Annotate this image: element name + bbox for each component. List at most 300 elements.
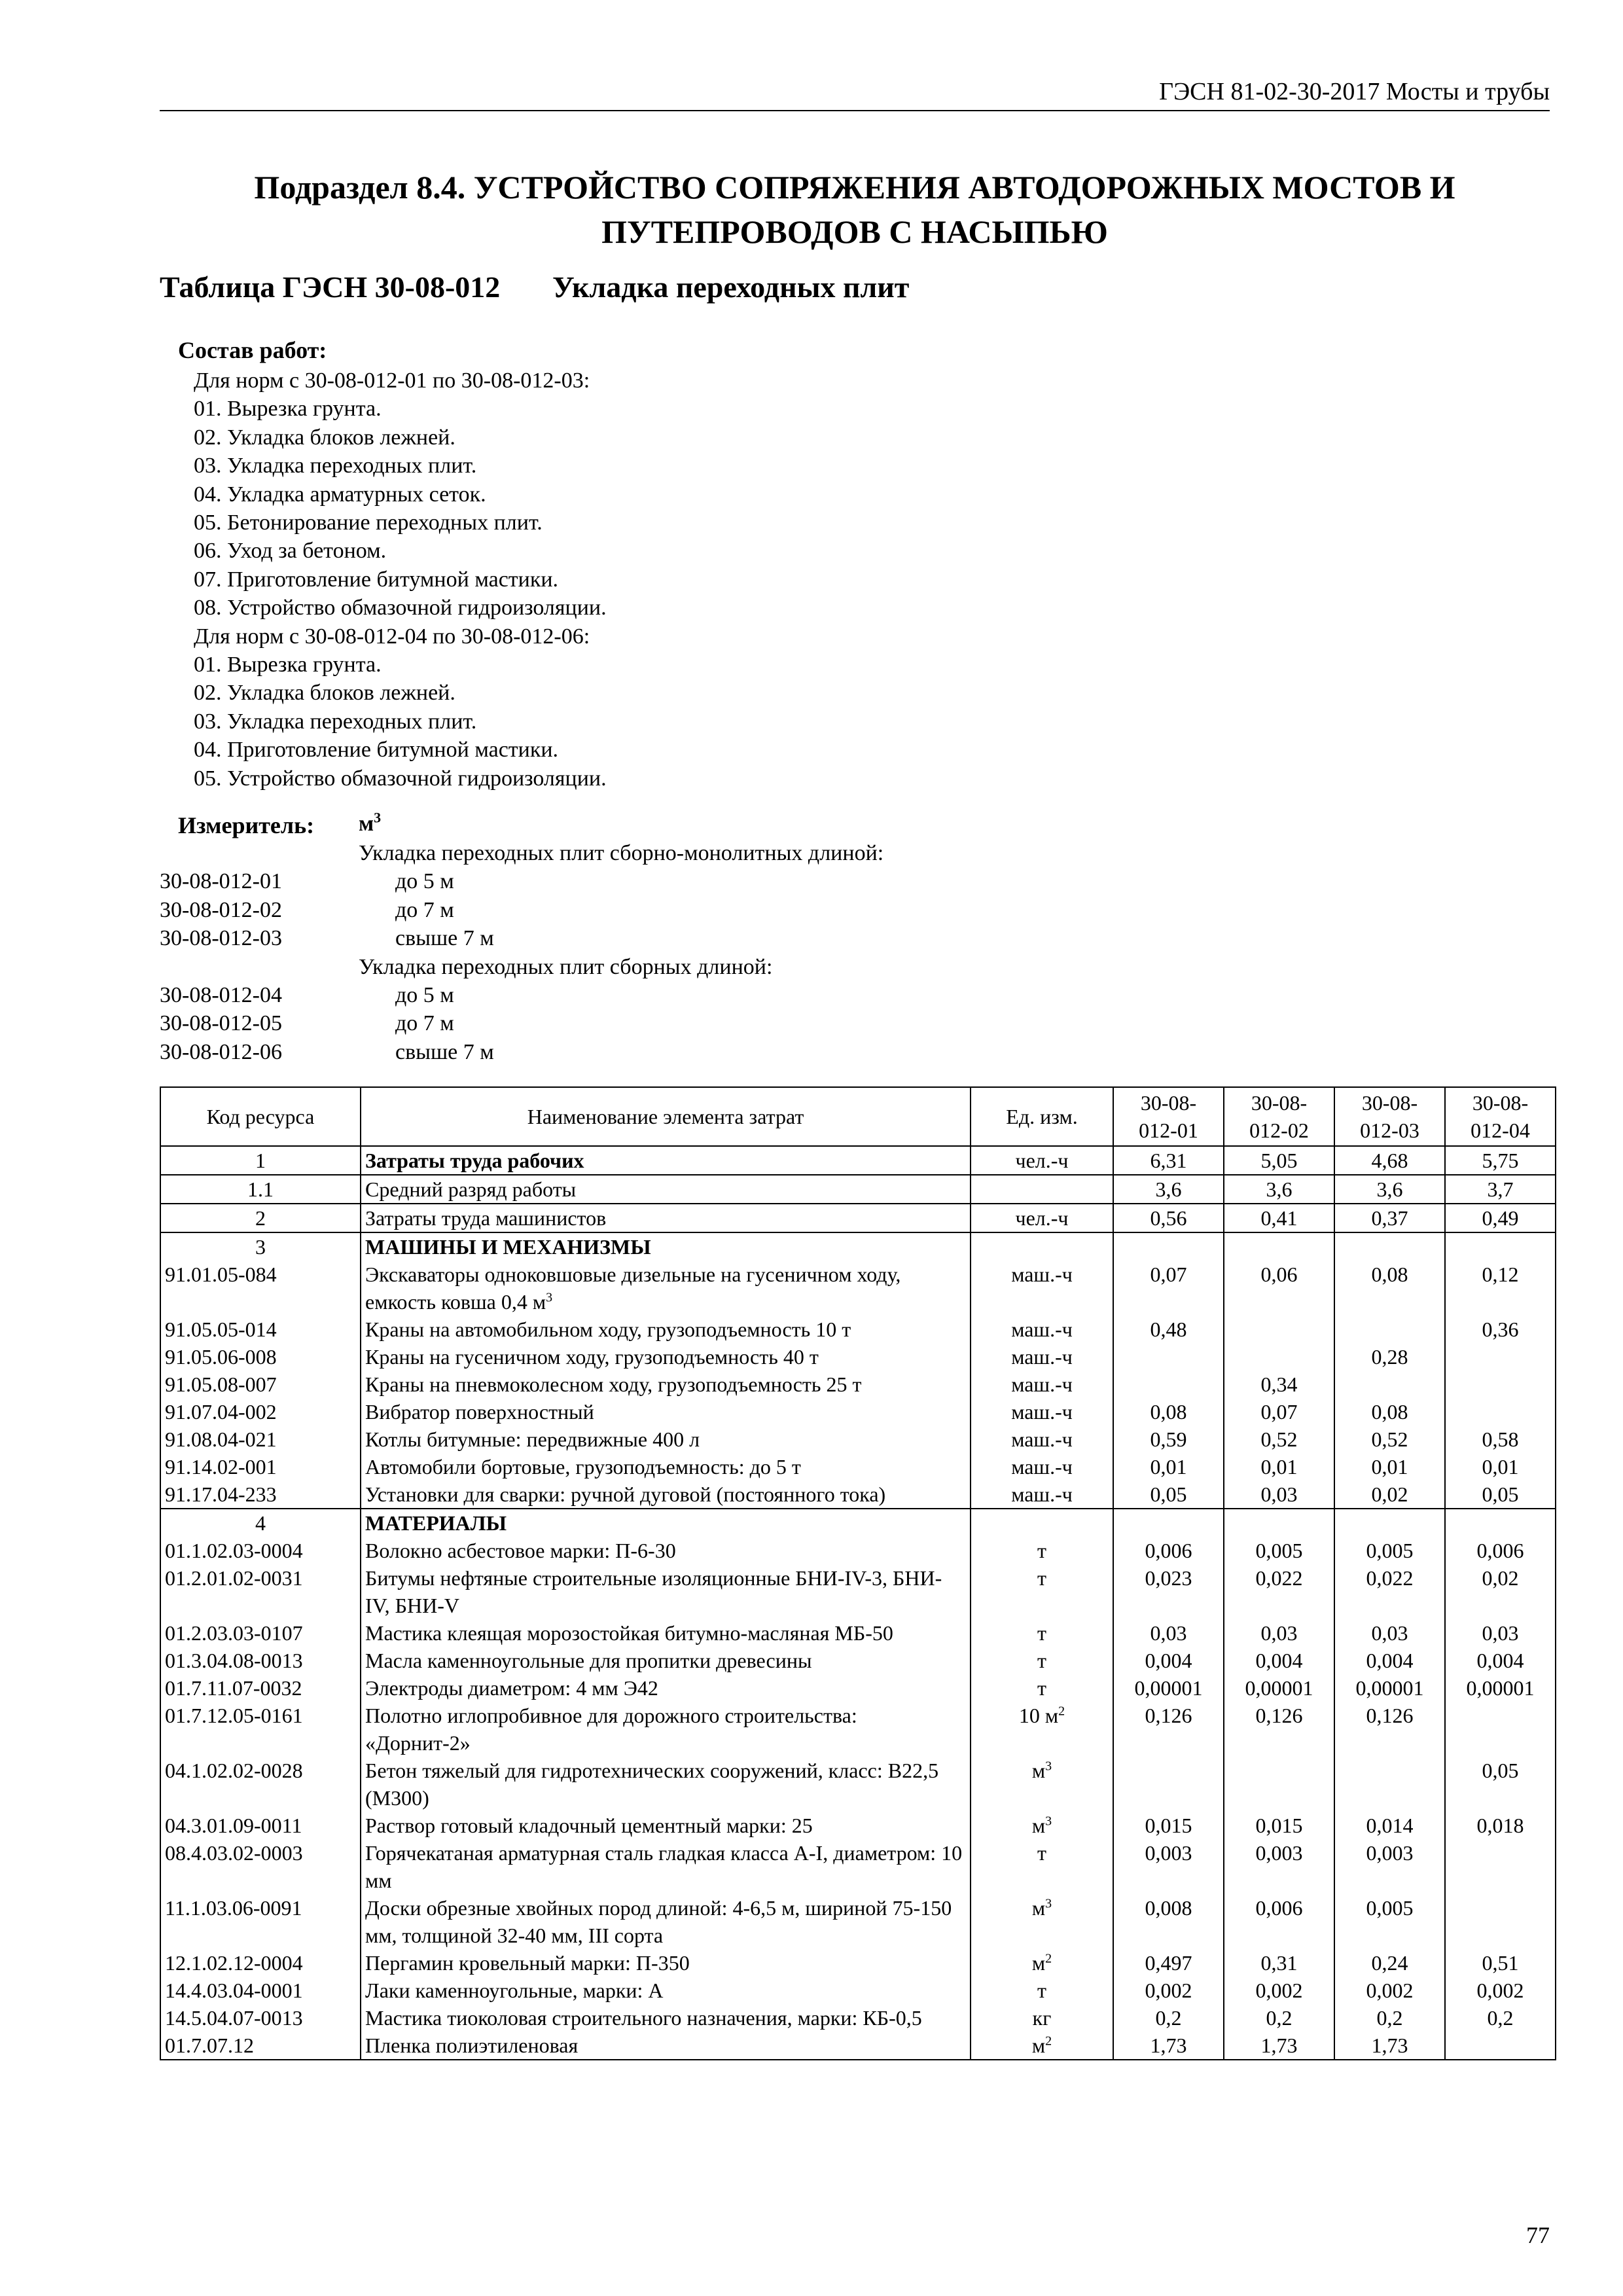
norm-row xyxy=(160,896,1010,924)
norm-value-4 xyxy=(1445,1839,1556,1894)
resource-name-text: Бетон тяжелый для гидротехнических сооружений, класс: В22,5 (М300) xyxy=(365,1759,939,1810)
resource-unit xyxy=(971,1619,1113,1647)
norm-value-3: 0,2 xyxy=(1334,2004,1445,2032)
norm-value-3: 0,08 xyxy=(1334,1398,1445,1426)
resource-code: 12.1.02.12-0004 xyxy=(160,1949,361,1977)
works-item: 04. Приготовление битумной мастики. xyxy=(194,738,559,762)
norm-value-1: 0,126 xyxy=(1113,1702,1224,1757)
works-item: 02. Укладка блоков лежней. xyxy=(194,425,455,450)
resource-unit xyxy=(971,1232,1113,1261)
resource-code: 14.4.03.04-0001 xyxy=(160,1977,361,2004)
norm-value-2: 0,34 xyxy=(1224,1371,1334,1398)
resource-name-text: Раствор готовый кладочный цементный марки: 25 xyxy=(365,1814,813,1837)
norm-value-3: 0,003 xyxy=(1334,1839,1445,1894)
norm-value-3: 3,6 xyxy=(1334,1175,1445,1204)
table-row xyxy=(160,1894,1556,1949)
resource-unit xyxy=(971,1453,1113,1480)
norm-value-3 xyxy=(1334,1371,1445,1398)
norm-value-4: 0,006 xyxy=(1445,1537,1556,1564)
resource-unit xyxy=(971,1537,1113,1564)
table-row xyxy=(160,1232,1556,1261)
resource-unit-text: т xyxy=(1037,1979,1046,2002)
resource-unit xyxy=(971,2004,1113,2032)
resource-unit-text: т xyxy=(1037,1676,1046,1700)
resource-unit-sup: 3 xyxy=(1045,1896,1052,1911)
table-row xyxy=(160,1647,1556,1674)
norm-value-1: 0,008 xyxy=(1113,1894,1224,1949)
norm-value-4: 0,36 xyxy=(1445,1316,1556,1343)
norm-value-2: 0,03 xyxy=(1224,1480,1334,1509)
resource-name-text: Автомобили бортовые, грузоподъемность: до 5 т xyxy=(365,1455,801,1479)
resource-name-text: МАТЕРИАЛЫ xyxy=(365,1511,507,1535)
norm-value-3: 0,37 xyxy=(1334,1204,1445,1232)
norm-row xyxy=(160,981,1010,1009)
norm-value-4 xyxy=(1445,1343,1556,1371)
header-norm-2-b: 012-02 xyxy=(1249,1119,1309,1142)
norm-value-4 xyxy=(1445,1398,1556,1426)
works-item: 05. Устройство обмазочной гидроизоляции. xyxy=(194,766,607,791)
table-row xyxy=(160,1509,1556,1537)
resource-unit-text: маш.-ч xyxy=(1011,1482,1073,1506)
resource-code: 14.5.04.07-0013 xyxy=(160,2004,361,2032)
norm-value-3: 0,02 xyxy=(1334,1480,1445,1509)
norm-group-row xyxy=(160,953,1010,981)
table-row xyxy=(160,1204,1556,1232)
norm-value-3 xyxy=(1334,1316,1445,1343)
header-code: Код ресурса xyxy=(160,1087,361,1146)
resource-name xyxy=(361,1398,971,1426)
resource-code: 1 xyxy=(160,1146,361,1175)
resource-name-text: Экскаваторы одноковшовые дизельные на гусеничном ходу, емкость ковша 0,4 м xyxy=(365,1263,901,1314)
norm-value-3: 0,24 xyxy=(1334,1949,1445,1977)
norm-value-4: 0,49 xyxy=(1445,1204,1556,1232)
norm-value-4: 0,05 xyxy=(1445,1757,1556,1812)
measure-unit xyxy=(359,809,382,836)
norm-value-2 xyxy=(1224,1509,1334,1537)
norm-value-1: 0,497 xyxy=(1113,1949,1224,1977)
norm-value-4: 0,51 xyxy=(1445,1949,1556,1977)
resource-code: 91.05.05-014 xyxy=(160,1316,361,1343)
resource-name xyxy=(361,1146,971,1175)
resource-code: 1.1 xyxy=(160,1175,361,1204)
norm-row xyxy=(160,1009,1010,1037)
resource-name xyxy=(361,1453,971,1480)
resource-code: 2 xyxy=(160,1204,361,1232)
resource-unit xyxy=(971,1977,1113,2004)
resource-code: 01.7.12.05-0161 xyxy=(160,1702,361,1757)
resource-unit-text: маш.-ч xyxy=(1011,1263,1073,1286)
norm-value-1: 0,56 xyxy=(1113,1204,1224,1232)
resource-name-text: Краны на пневмоколесном ходу, грузоподъемность 25 т xyxy=(365,1372,862,1396)
resource-name-text: Электроды диаметром: 4 мм Э42 xyxy=(365,1676,658,1700)
table-row xyxy=(160,1453,1556,1480)
table-row xyxy=(160,2004,1556,2032)
norm-value-4 xyxy=(1445,1894,1556,1949)
norm-value-4 xyxy=(1445,1371,1556,1398)
norm-value-1: 6,31 xyxy=(1113,1146,1224,1175)
norm-value-2: 0,07 xyxy=(1224,1398,1334,1426)
resource-unit xyxy=(971,1316,1113,1343)
norm-value-1: 0,015 xyxy=(1113,1812,1224,1839)
resource-unit-text: маш.-ч xyxy=(1011,1427,1073,1451)
resource-name xyxy=(361,1371,971,1398)
works-item: 03. Укладка переходных плит. xyxy=(194,709,477,734)
resource-unit-text: маш.-ч xyxy=(1011,1345,1073,1369)
header-norm-2-a: 30-08- xyxy=(1251,1091,1308,1115)
norm-value-2: 0,015 xyxy=(1224,1812,1334,1839)
norm-value-1: 0,023 xyxy=(1113,1564,1224,1619)
norm-value-2: 0,01 xyxy=(1224,1453,1334,1480)
norm-code: 30-08-012-02 xyxy=(160,897,282,922)
norm-row xyxy=(160,924,1010,952)
resource-unit xyxy=(971,1812,1113,1839)
norm-value-2: 0,06 xyxy=(1224,1261,1334,1316)
resource-unit-text: т xyxy=(1037,1649,1046,1672)
measure-unit-sup: 3 xyxy=(374,809,382,826)
table-row xyxy=(160,1702,1556,1757)
norm-value-3: 0,03 xyxy=(1334,1619,1445,1647)
works-label: Состав работ: xyxy=(178,337,327,363)
works-item: 04. Укладка арматурных сеток. xyxy=(194,482,486,507)
norm-value-1: 0,004 xyxy=(1113,1647,1224,1674)
table-row xyxy=(160,1261,1556,1316)
resource-name xyxy=(361,1839,971,1894)
resource-unit-sup: 3 xyxy=(1045,1759,1052,1774)
norm-value-4: 0,00001 xyxy=(1445,1674,1556,1702)
resource-name-text: Лаки каменноугольные, марки: А xyxy=(365,1979,664,2002)
resource-name xyxy=(361,1812,971,1839)
resource-unit xyxy=(971,1647,1113,1674)
resource-name-text: Масла каменноугольные для пропитки древесины xyxy=(365,1649,812,1672)
resource-name-text: Полотно иглопробивное для дорожного строительства: «Дорнит-2» xyxy=(365,1704,857,1755)
resource-name-text: Горячекатаная арматурная сталь гладкая класса А-I, диаметром: 10 мм xyxy=(365,1841,963,1892)
resource-name xyxy=(361,1977,971,2004)
works-item: 01. Вырезка грунта. xyxy=(194,397,382,422)
resource-code: 04.3.01.09-0011 xyxy=(160,1812,361,1839)
norm-value-4: 0,03 xyxy=(1445,1619,1556,1647)
norm-value-3 xyxy=(1334,1757,1445,1812)
norm-code: 30-08-012-05 xyxy=(160,1011,282,1036)
resource-name xyxy=(361,1426,971,1453)
norm-value-1: 0,006 xyxy=(1113,1537,1224,1564)
table-row xyxy=(160,1537,1556,1564)
resource-code: 91.07.04-002 xyxy=(160,1398,361,1426)
norm-value-4: 0,002 xyxy=(1445,1977,1556,2004)
resource-code: 91.05.08-007 xyxy=(160,1371,361,1398)
table-row xyxy=(160,1674,1556,1702)
resource-code: 91.17.04-233 xyxy=(160,1480,361,1509)
resource-unit-text: м xyxy=(1031,1814,1046,1837)
resource-name-text: Вибратор поверхностный xyxy=(365,1400,594,1424)
resource-name-text: МАШИНЫ И МЕХАНИЗМЫ xyxy=(365,1235,651,1259)
resource-name-text: Битумы нефтяные строительные изоляционные БНИ-IV-3, БНИ- IV, БНИ-V xyxy=(365,1566,942,1617)
resource-code: 4 xyxy=(160,1509,361,1537)
norm-value-1: 0,03 xyxy=(1113,1619,1224,1647)
header-norm-3-a: 30-08- xyxy=(1361,1091,1418,1115)
section-title-line2: ПУТЕПРОВОДОВ С НАСЫПЬЮ xyxy=(601,213,1108,250)
norm-value-2: 0,00001 xyxy=(1224,1674,1334,1702)
resource-name xyxy=(361,2032,971,2060)
norm-value-3: 0,002 xyxy=(1334,1977,1445,2004)
resource-unit-text: м xyxy=(1031,1951,1046,1975)
norm-value-2 xyxy=(1224,1757,1334,1812)
measure-label: Измеритель: xyxy=(178,812,315,838)
resource-unit-sup: 3 xyxy=(1045,1814,1052,1829)
norm-desc: свыше 7 м xyxy=(395,926,494,951)
resource-unit xyxy=(971,1757,1113,1812)
resource-name xyxy=(361,1564,971,1619)
norm-value-1: 0,00001 xyxy=(1113,1674,1224,1702)
header-norm-4 xyxy=(1445,1087,1556,1146)
norm-value-1: 0,2 xyxy=(1113,2004,1224,2032)
resource-unit-text: маш.-ч xyxy=(1011,1455,1073,1479)
table-header-row xyxy=(160,1087,1556,1146)
header-norm-1-a: 30-08- xyxy=(1140,1091,1197,1115)
norm-value-4: 0,2 xyxy=(1445,2004,1556,2032)
resource-code: 91.05.06-008 xyxy=(160,1343,361,1371)
table-body xyxy=(160,1146,1556,2060)
norm-value-4: 0,02 xyxy=(1445,1564,1556,1619)
resource-unit xyxy=(971,2032,1113,2060)
resource-name-text: Затраты труда машинистов xyxy=(365,1206,607,1230)
resource-unit-text: маш.-ч xyxy=(1011,1318,1073,1341)
resource-name-text: Средний разряд работы xyxy=(365,1177,577,1201)
header-norm-3 xyxy=(1334,1087,1445,1146)
norm-value-2: 0,003 xyxy=(1224,1839,1334,1894)
resource-name-text: Пергамин кровельный марки: П-350 xyxy=(365,1951,690,1975)
norm-value-4 xyxy=(1445,1232,1556,1261)
norm-value-3: 0,022 xyxy=(1334,1564,1445,1619)
section-title xyxy=(160,165,1550,254)
resource-code: 01.7.07.12 xyxy=(160,2032,361,2060)
norm-value-3: 0,005 xyxy=(1334,1537,1445,1564)
norm-value-1: 0,48 xyxy=(1113,1316,1224,1343)
resource-unit xyxy=(971,1371,1113,1398)
resource-code: 91.08.04-021 xyxy=(160,1426,361,1453)
resource-code: 04.1.02.02-0028 xyxy=(160,1757,361,1812)
norm-value-1: 0,07 xyxy=(1113,1261,1224,1316)
norm-value-2: 0,022 xyxy=(1224,1564,1334,1619)
works-item: 03. Укладка переходных плит. xyxy=(194,454,477,478)
works-item: 07. Приготовление битумной мастики. xyxy=(194,567,559,592)
norm-value-3 xyxy=(1334,1509,1445,1537)
norm-value-4: 0,01 xyxy=(1445,1453,1556,1480)
norm-value-4: 0,018 xyxy=(1445,1812,1556,1839)
table-row xyxy=(160,1175,1556,1204)
resource-code: 11.1.03.06-0091 xyxy=(160,1894,361,1949)
resource-name xyxy=(361,1537,971,1564)
norm-desc: до 7 м xyxy=(395,1011,454,1036)
norm-value-1: 0,003 xyxy=(1113,1839,1224,1894)
works-item: Для норм с 30-08-012-01 по 30-08-012-03: xyxy=(194,368,590,393)
header-name: Наименование элемента затрат xyxy=(361,1087,971,1146)
header-rule xyxy=(160,110,1550,111)
header-unit: Ед. изм. xyxy=(971,1087,1113,1146)
works-item: 02. Укладка блоков лежней. xyxy=(194,681,455,706)
resource-unit xyxy=(971,1426,1113,1453)
resource-code: 3 xyxy=(160,1232,361,1261)
resource-unit-text: т xyxy=(1037,1621,1046,1645)
norm-value-2: 5,05 xyxy=(1224,1146,1334,1175)
table-name: Укладка переходных плит xyxy=(552,270,910,304)
resource-unit-text: 10 м xyxy=(1018,1704,1059,1727)
resource-unit xyxy=(971,1480,1113,1509)
resource-code: 01.1.02.03-0004 xyxy=(160,1537,361,1564)
table-row xyxy=(160,1426,1556,1453)
resource-code: 01.3.04.08-0013 xyxy=(160,1647,361,1674)
resource-name xyxy=(361,1175,971,1204)
resource-name xyxy=(361,1619,971,1647)
norm-value-4: 0,58 xyxy=(1445,1426,1556,1453)
table-row xyxy=(160,1146,1556,1175)
resource-name-text: Краны на автомобильном ходу, грузоподъемность 10 т xyxy=(365,1318,851,1341)
norm-value-4: 3,7 xyxy=(1445,1175,1556,1204)
resource-name xyxy=(361,1647,971,1674)
works-item: 06. Уход за бетоном. xyxy=(194,539,387,564)
resource-unit xyxy=(971,1261,1113,1316)
norm-desc: до 5 м xyxy=(395,982,454,1007)
resource-unit xyxy=(971,1398,1113,1426)
resource-unit-text: чел.-ч xyxy=(1015,1149,1069,1172)
norm-row xyxy=(160,867,1010,895)
resource-unit xyxy=(971,1564,1113,1619)
resource-unit-text: кг xyxy=(1032,2006,1052,2030)
header-norm-2 xyxy=(1224,1087,1334,1146)
resource-code: 01.2.01.02-0031 xyxy=(160,1564,361,1619)
norm-code: 30-08-012-01 xyxy=(160,869,282,894)
resource-name-sup: 3 xyxy=(546,1290,553,1305)
resource-name xyxy=(361,1894,971,1949)
resource-unit-text: м xyxy=(1031,1759,1046,1782)
resource-unit-sup: 2 xyxy=(1058,1704,1065,1719)
norm-value-3: 0,00001 xyxy=(1334,1674,1445,1702)
norm-value-1 xyxy=(1113,1343,1224,1371)
resource-code: 08.4.03.02-0003 xyxy=(160,1839,361,1894)
norm-value-2: 0,03 xyxy=(1224,1619,1334,1647)
norm-value-2: 0,004 xyxy=(1224,1647,1334,1674)
resource-unit-text: м xyxy=(1031,1896,1046,1920)
resource-unit xyxy=(971,1839,1113,1894)
resource-unit-text: т xyxy=(1037,1566,1046,1590)
resource-code: 91.01.05-084 xyxy=(160,1261,361,1316)
norm-value-3: 0,004 xyxy=(1334,1647,1445,1674)
table-row xyxy=(160,1316,1556,1343)
resource-name xyxy=(361,1204,971,1232)
table-row xyxy=(160,1949,1556,1977)
resource-unit xyxy=(971,1949,1113,1977)
norm-desc: свыше 7 м xyxy=(395,1039,494,1064)
resource-unit-text: чел.-ч xyxy=(1015,1206,1069,1230)
norm-value-3: 1,73 xyxy=(1334,2032,1445,2060)
table-row xyxy=(160,1343,1556,1371)
resource-unit-text: м xyxy=(1031,2034,1046,2057)
header-norm-1-b: 012-01 xyxy=(1139,1119,1198,1142)
table-code: Таблица ГЭСН 30-08-012 xyxy=(160,270,501,304)
norm-value-4: 5,75 xyxy=(1445,1146,1556,1175)
section-title-line1: Подраздел 8.4. УСТРОЙСТВО СОПРЯЖЕНИЯ АВТОДОРОЖНЫХ МОСТОВ И xyxy=(254,169,1455,206)
norm-desc: Укладка переходных плит сборных длиной: xyxy=(359,954,773,979)
norm-value-3: 4,68 xyxy=(1334,1146,1445,1175)
table-row xyxy=(160,1398,1556,1426)
norm-value-4: 0,05 xyxy=(1445,1480,1556,1509)
resource-name xyxy=(361,1509,971,1537)
resource-name xyxy=(361,1674,971,1702)
norm-value-1: 1,73 xyxy=(1113,2032,1224,2060)
resource-name-text: Краны на гусеничном ходу, грузоподъемность 40 т xyxy=(365,1345,819,1369)
resource-table xyxy=(160,1086,1556,2060)
works-item: 08. Устройство обмазочной гидроизоляции. xyxy=(194,596,607,620)
table-row xyxy=(160,1564,1556,1619)
norm-value-4: 0,004 xyxy=(1445,1647,1556,1674)
resource-unit xyxy=(971,1175,1113,1204)
table-row xyxy=(160,1812,1556,1839)
norm-row xyxy=(160,1038,1010,1066)
norm-value-2 xyxy=(1224,1232,1334,1261)
norm-value-2 xyxy=(1224,1316,1334,1343)
norm-value-4 xyxy=(1445,1509,1556,1537)
resource-name xyxy=(361,2004,971,2032)
table-row xyxy=(160,1371,1556,1398)
resource-unit xyxy=(971,1894,1113,1949)
norm-code: 30-08-012-03 xyxy=(160,926,282,951)
measure-unit-text: м xyxy=(359,812,374,836)
norm-value-2: 0,52 xyxy=(1224,1426,1334,1453)
resource-name xyxy=(361,1702,971,1757)
resource-name-text: Волокно асбестовое марки: П-6-30 xyxy=(365,1539,676,1562)
norm-desc: до 5 м xyxy=(395,869,454,894)
norm-value-1: 0,59 xyxy=(1113,1426,1224,1453)
resource-unit xyxy=(971,1509,1113,1537)
resource-name-text: Установки для сварки: ручной дуговой (постоянного тока) xyxy=(365,1482,886,1506)
norm-value-3: 0,01 xyxy=(1334,1453,1445,1480)
table-row xyxy=(160,1619,1556,1647)
table-row xyxy=(160,1977,1556,2004)
resource-name xyxy=(361,1949,971,1977)
resource-name xyxy=(361,1232,971,1261)
header-norm-4-a: 30-08- xyxy=(1472,1091,1529,1115)
resource-unit-text: т xyxy=(1037,1539,1046,1562)
works-item: 05. Бетонирование переходных плит. xyxy=(194,511,543,535)
works-item: Для норм с 30-08-012-04 по 30-08-012-06: xyxy=(194,624,590,649)
table-title xyxy=(160,270,910,304)
norm-value-4: 0,12 xyxy=(1445,1261,1556,1316)
norm-value-1: 0,08 xyxy=(1113,1398,1224,1426)
resource-name xyxy=(361,1757,971,1812)
resource-unit xyxy=(971,1204,1113,1232)
norm-value-3: 0,08 xyxy=(1334,1261,1445,1316)
works-item: 01. Вырезка грунта. xyxy=(194,653,382,677)
resource-name-text: Мастика клеящая морозостойкая битумно-масляная МБ-50 xyxy=(365,1621,893,1645)
resource-code: 91.14.02-001 xyxy=(160,1453,361,1480)
document-header: ГЭСН 81-02-30-2017 Мосты и трубы xyxy=(1159,78,1550,105)
norm-value-2: 3,6 xyxy=(1224,1175,1334,1204)
table-row xyxy=(160,1480,1556,1509)
resource-code: 01.7.11.07-0032 xyxy=(160,1674,361,1702)
norm-value-4 xyxy=(1445,2032,1556,2060)
resource-unit-sup: 2 xyxy=(1045,1951,1052,1966)
norm-value-2: 0,2 xyxy=(1224,2004,1334,2032)
norm-value-2: 0,31 xyxy=(1224,1949,1334,1977)
norm-code: 30-08-012-04 xyxy=(160,982,282,1007)
resource-name-text: Пленка полиэтиленовая xyxy=(365,2034,579,2057)
resource-code: 01.2.03.03-0107 xyxy=(160,1619,361,1647)
resource-unit xyxy=(971,1146,1113,1175)
resource-unit-text: т xyxy=(1037,1841,1046,1865)
norm-value-1 xyxy=(1113,1232,1224,1261)
norm-value-1: 3,6 xyxy=(1113,1175,1224,1204)
resource-name xyxy=(361,1316,971,1343)
table-row xyxy=(160,2032,1556,2060)
